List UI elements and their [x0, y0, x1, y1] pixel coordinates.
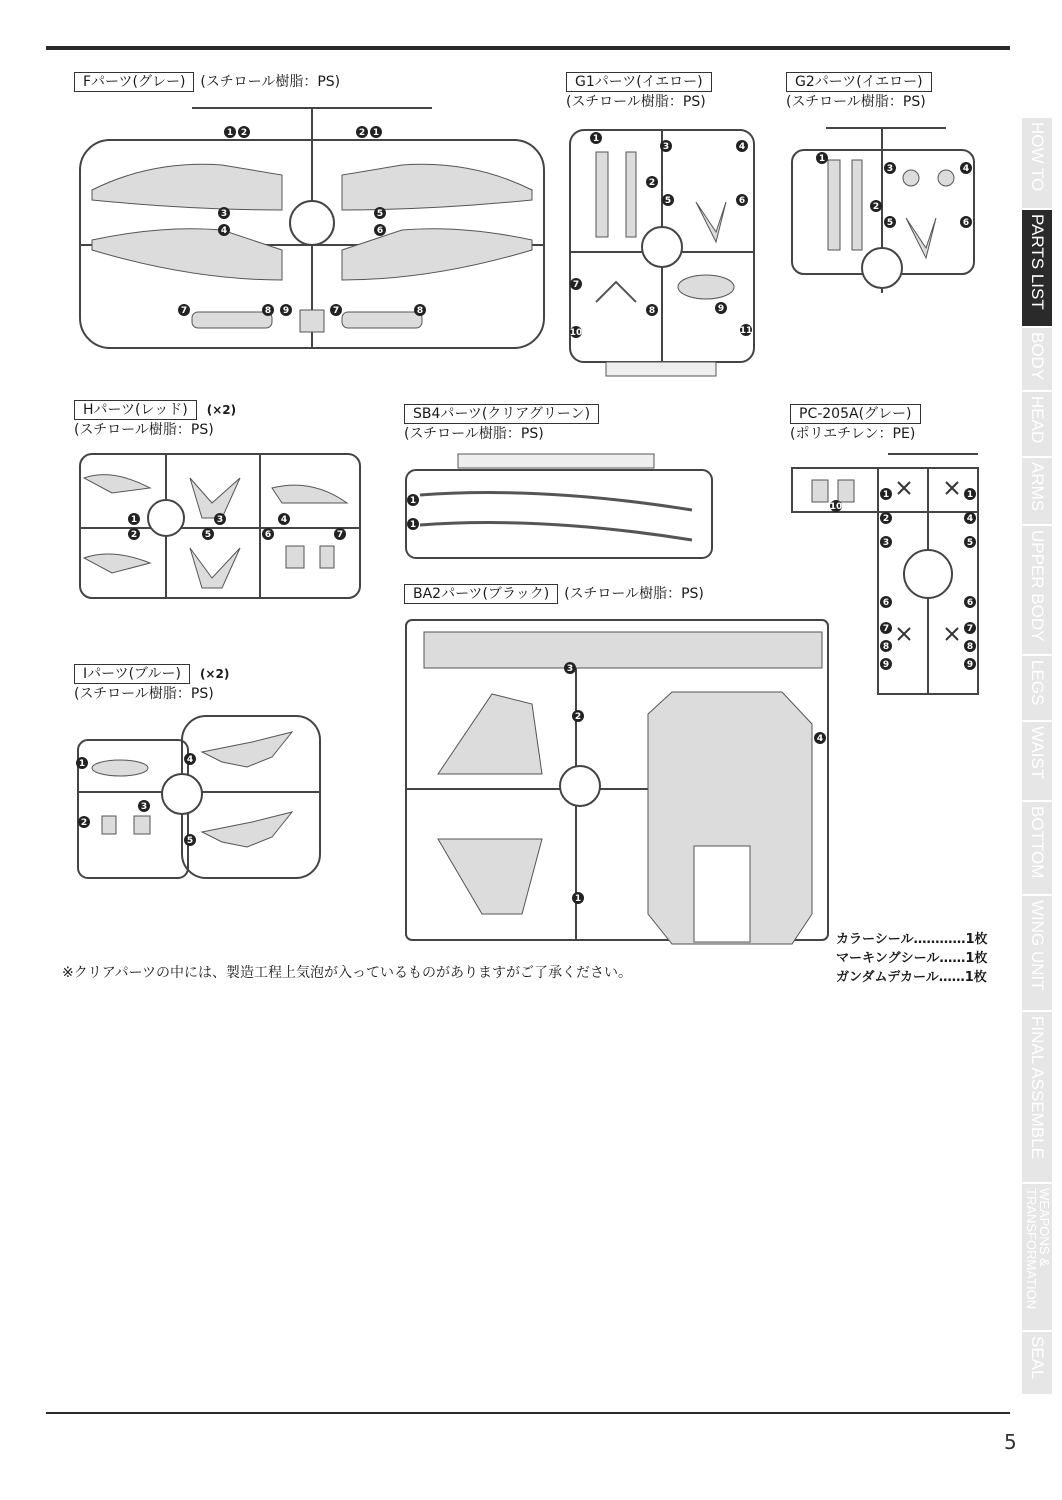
runner-h-num: 1: [130, 515, 138, 525]
runner-ba2: [402, 614, 832, 950]
clear-parts-note: ※クリアパーツの中には、製造工程上気泡が入っているものがありますがご了承ください。: [62, 965, 633, 981]
nav-tab-legs[interactable]: LEGS: [1022, 656, 1052, 722]
runner-f-num: 6: [376, 226, 384, 236]
runner-g2-num: 4: [962, 164, 970, 174]
runner-pc-num: 9: [882, 660, 890, 670]
parts-h-section: [74, 400, 236, 440]
page-number: 5: [1004, 1430, 1017, 1454]
runner-pc-num: 1: [882, 490, 890, 500]
runner-f-num: 5: [376, 209, 384, 219]
parts-ba2-material: (スチロール樹脂：PS): [564, 586, 704, 602]
runner-pc-num: 5: [966, 538, 974, 548]
runner-pc-num: 10: [829, 502, 843, 512]
runner-g2-num: 2: [872, 202, 880, 212]
runner-pc-num: 8: [882, 642, 890, 652]
parts-f-section: [74, 72, 340, 92]
side-nav: [1022, 118, 1052, 1396]
sticker-marking: マーキングシール……1枚: [836, 951, 988, 966]
runner-i-num: 2: [80, 818, 88, 828]
runner-f-num: 7: [332, 306, 340, 316]
runner-h-num: 7: [336, 530, 344, 540]
runner-ba2-num: 4: [816, 734, 824, 744]
nav-tab-final-assemble[interactable]: FINAL ASSEMBLE: [1022, 1012, 1052, 1184]
parts-ba2-section: [404, 584, 704, 604]
nav-tab-how-to[interactable]: HOW TO: [1022, 118, 1052, 210]
runner-g1-num: 10: [569, 328, 583, 338]
runner-i-num: 4: [186, 755, 194, 765]
nav-tab-head[interactable]: HEAD: [1022, 392, 1052, 458]
runner-f-diagram: [72, 100, 552, 355]
runner-h-num: 4: [280, 515, 288, 525]
runner-pc-num: 3: [882, 538, 890, 548]
runner-f-num: 7: [180, 306, 188, 316]
runner-ba2-diagram: [402, 614, 832, 950]
runner-pc-num: 7: [882, 624, 890, 634]
nav-tab-arms[interactable]: ARMS: [1022, 458, 1052, 526]
runner-f-num: 2: [358, 128, 366, 138]
runner-i-diagram: [72, 712, 324, 884]
runner-sb4-diagram: [402, 450, 716, 562]
runner-f-num: 9: [282, 306, 290, 316]
nav-tab-wing-unit[interactable]: WING UNIT: [1022, 896, 1052, 1012]
nav-tab-waist[interactable]: WAIST: [1022, 722, 1052, 802]
runner-g1-num: 3: [662, 142, 670, 152]
runner-i-num: 3: [140, 802, 148, 812]
nav-tab-upper-body[interactable]: UPPER BODY: [1022, 526, 1052, 656]
parts-h-name: Hパーツ(レッド): [74, 400, 197, 420]
runner-f-num: 4: [220, 226, 228, 236]
sticker-color: カラーシール…………1枚: [836, 932, 988, 947]
nav-tab-seal[interactable]: SEAL: [1022, 1332, 1052, 1396]
runner-g1-num: 11: [739, 326, 753, 336]
runner-h-num: 6: [264, 530, 272, 540]
runner-i: [72, 712, 324, 884]
runner-pc-num: 7: [966, 624, 974, 634]
runner-f-num: 1: [226, 128, 234, 138]
runner-f-num: 3: [220, 209, 228, 219]
runner-h-num: 2: [130, 530, 138, 540]
runner-ba2-num: 1: [574, 894, 582, 904]
runner-sb4-num: 1: [409, 496, 417, 506]
runner-g1-num: 1: [592, 134, 600, 144]
runner-sb4-num: 1: [409, 520, 417, 530]
parts-g1-name: G1パーツ(イエロー): [566, 72, 712, 92]
parts-i-qty: (×2): [199, 667, 230, 681]
runner-g2-diagram: [786, 118, 981, 300]
runner-sb4: [402, 450, 716, 562]
runner-f-num: 8: [264, 306, 272, 316]
runner-g1-num: 7: [572, 280, 580, 290]
runner-g1: [566, 122, 766, 384]
runner-pc-num: 1: [966, 490, 974, 500]
parts-i-material: (スチロール樹脂：PS): [74, 686, 214, 702]
runner-ba2-num: 3: [566, 664, 574, 674]
runner-ba2-num: 2: [574, 712, 582, 722]
nav-tab-parts-list[interactable]: PARTS LIST: [1022, 210, 1052, 328]
top-rule: [46, 46, 1010, 50]
parts-f-name: Fパーツ(グレー): [74, 72, 194, 92]
parts-i-section: [74, 664, 229, 704]
runner-f-num: 8: [416, 306, 424, 316]
runner-g1-num: 6: [738, 196, 746, 206]
parts-pc-material: (ポリエチレン：PE): [790, 426, 916, 442]
parts-sb4-name: SB4パーツ(クリアグリーン): [404, 404, 599, 424]
runner-f-num: 1: [372, 128, 380, 138]
parts-g2-name: G2パーツ(イエロー): [786, 72, 932, 92]
runner-g1-num: 9: [717, 304, 725, 314]
runner-g2-num: 6: [962, 218, 970, 228]
parts-g1-material: (スチロール樹脂：PS): [566, 94, 706, 110]
nav-tab-weapons-transformation[interactable]: WEAPONS & TRANSFORMATION: [1022, 1184, 1052, 1332]
parts-h-qty: (×2): [206, 403, 237, 417]
runner-g1-num: 8: [648, 306, 656, 316]
runner-g1-diagram: [566, 122, 766, 384]
runner-h-num: 5: [204, 530, 212, 540]
parts-f-material: (スチロール樹脂：PS): [200, 74, 341, 90]
runner-g2: [786, 118, 981, 300]
runner-f-num: 2: [240, 128, 248, 138]
runner-h-diagram: [72, 448, 364, 606]
runner-pc-num: 6: [882, 598, 890, 608]
bottom-rule: [46, 1412, 1010, 1414]
parts-pc-name: PC-205A(グレー): [790, 404, 921, 424]
runner-g1-num: 4: [738, 142, 746, 152]
runner-pc-num: 9: [966, 660, 974, 670]
runner-i-num: 1: [78, 759, 86, 769]
parts-g2-section: [786, 72, 938, 112]
parts-g2-material: (スチロール樹脂：PS): [786, 94, 926, 110]
parts-i-name: Iパーツ(ブルー): [74, 664, 190, 684]
parts-ba2-name: BA2パーツ(ブラック): [404, 584, 558, 604]
parts-sb4-section: [404, 404, 605, 444]
nav-tab-bottom[interactable]: BOTTOM: [1022, 802, 1052, 896]
runner-pc-num: 6: [966, 598, 974, 608]
runner-g1-num: 2: [648, 178, 656, 188]
parts-h-material: (スチロール樹脂：PS): [74, 422, 214, 438]
runner-f: [72, 100, 552, 355]
sticker-decal: ガンダムデカール……1枚: [836, 970, 987, 985]
runner-g2-num: 5: [886, 218, 894, 228]
nav-tab-body[interactable]: BODY: [1022, 328, 1052, 392]
runner-pc-num: 8: [966, 642, 974, 652]
runner-g1-num: 5: [664, 196, 672, 206]
runner-g2-num: 1: [818, 154, 826, 164]
parts-pc-section: [790, 404, 927, 444]
sticker-list: [836, 930, 988, 987]
runner-g2-num: 3: [886, 164, 894, 174]
runner-h-num: 3: [216, 515, 224, 525]
parts-sb4-material: (スチロール樹脂：PS): [404, 426, 544, 442]
runner-pc-num: 2: [882, 514, 890, 524]
runner-pc-num: 4: [966, 514, 974, 524]
runner-h: [72, 448, 364, 606]
parts-g1-section: [566, 72, 718, 112]
runner-i-num: 5: [186, 836, 194, 846]
